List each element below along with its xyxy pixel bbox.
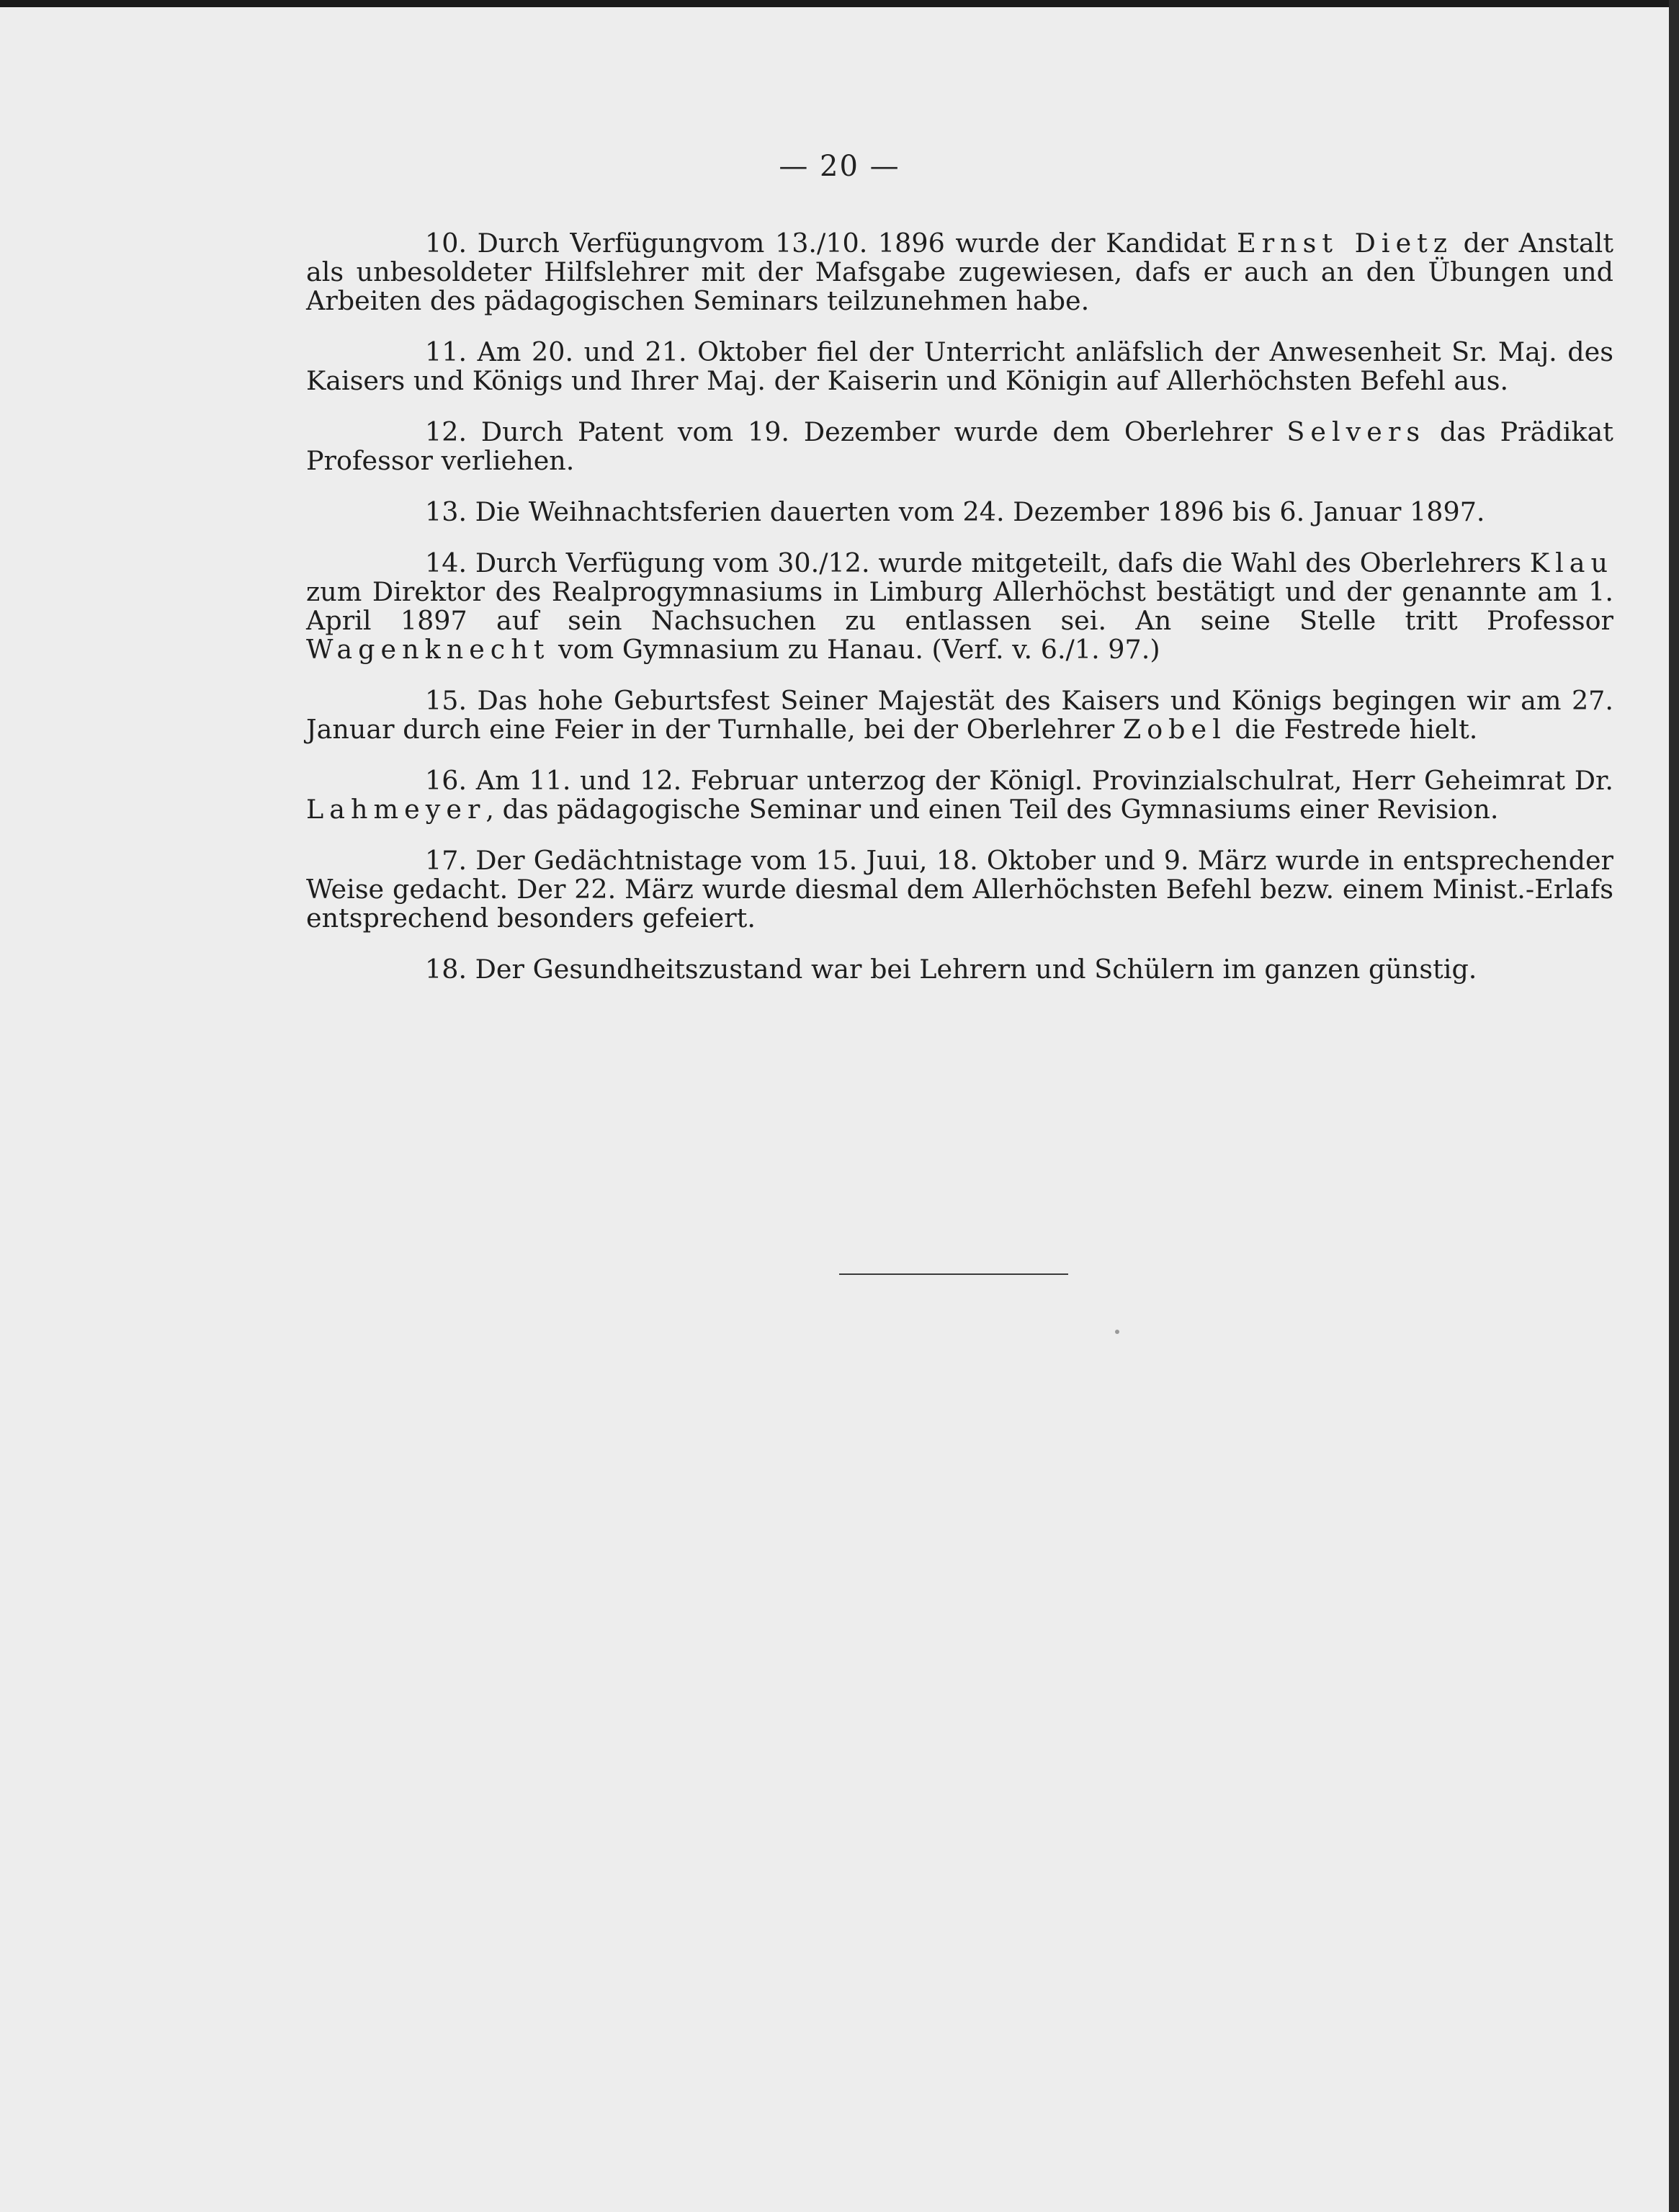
paragraph-15 bbox=[306, 686, 1613, 744]
spaced-name: Zobel bbox=[1122, 714, 1227, 745]
paragraph-number: 12. bbox=[425, 416, 467, 447]
paragraph-13 bbox=[306, 498, 1613, 527]
paragraph-text: Das hohe Geburtsfest Seiner Majestät des Kaisers und Königs begingen wir am 27. Januar durch eine Feier in der Turnhalle, bei der Oberlehrer bbox=[306, 685, 1613, 745]
spaced-name: Wagenknecht bbox=[306, 634, 550, 665]
spaced-name: Selvers bbox=[1286, 416, 1426, 447]
paragraph-text: Durch Verfügungvom 13./10. 1896 wurde der Kandidat bbox=[477, 228, 1237, 259]
paragraph-11 bbox=[306, 338, 1613, 395]
page-number: — 20 — bbox=[779, 150, 900, 183]
paragraph-text: das Prädikat Professor verliehen. bbox=[306, 416, 1613, 476]
paragraph-text: , das pädagogische Seminar und einen Teil des Gymnasiums einer Revision. bbox=[485, 794, 1499, 825]
chronicle-text bbox=[306, 229, 1613, 1006]
paragraph-number: 15. bbox=[425, 685, 467, 716]
paragraph-number: 16. bbox=[425, 765, 467, 796]
paragraph-text: Am 11. und 12. Februar unterzog der Königl. Provinzialschulrat, Herr Geheimrat Dr. bbox=[475, 765, 1614, 796]
paragraph-number: 17. bbox=[425, 845, 467, 876]
paragraph-text: Durch Patent vom 19. Dezember wurde dem Oberlehrer bbox=[480, 416, 1287, 447]
paragraph-text: vom Gymnasium zu Hanau. (Verf. v. 6./1. 97.) bbox=[550, 634, 1160, 665]
paragraph-text: Der Gedächtnistage vom 15. Juui, 18. Oktober und 9. März wurde in entsprechender Weise gedacht. Der 22. März wurde diesmal dem Allerhöchsten Befehl bezw. einem Minist.-Erlafs entsprechend besonders gefeiert. bbox=[306, 845, 1613, 933]
spaced-name: Klau bbox=[1529, 547, 1614, 578]
spaced-name: Lahmeyer bbox=[306, 794, 486, 825]
scan-top-edge bbox=[0, 0, 1679, 7]
paragraph-number: 10. bbox=[425, 228, 467, 259]
paragraph-text: der Anstalt als unbesoldeter Hilfslehrer mit der Mafsgabe zugewiesen, dafs er auch an den Übungen und Arbeiten des pädagogischen Seminars teilzunehmen habe. bbox=[306, 228, 1613, 316]
paragraph-text: Am 20. und 21. Oktober fiel der Unterricht anläfslich der Anwesenheit Sr. Maj. des Kaisers und Königs und Ihrer Maj. der Kaiserin und Königin auf Allerhöchsten Befehl aus. bbox=[306, 336, 1613, 396]
paragraph-text: Der Gesundheitszustand war bei Lehrern und Schülern im ganzen günstig. bbox=[475, 954, 1477, 985]
paragraph-18 bbox=[306, 955, 1613, 984]
paragraph-text: Durch Verfügung vom 30./12. wurde mitgeteilt, dafs die Wahl des Oberlehrers bbox=[475, 547, 1530, 578]
paragraph-16 bbox=[306, 766, 1613, 824]
paragraph-text: zum Direktor des Realprogymnasiums in Limburg Allerhöchst bestätigt und der genannte am 1. April 1897 auf sein Nachsuchen zu entlassen sei. An seine Stelle tritt Professor bbox=[306, 576, 1613, 636]
paragraph-number: 13. bbox=[425, 496, 467, 527]
paragraph-10 bbox=[306, 229, 1613, 315]
paragraph-number: 11. bbox=[425, 336, 467, 367]
paragraph-number: 18. bbox=[425, 954, 467, 985]
paragraph-text: Die Weihnachtsferien dauerten vom 24. Dezember 1896 bis 6. Januar 1897. bbox=[475, 496, 1485, 527]
paragraph-17 bbox=[306, 846, 1613, 933]
closing-rule bbox=[839, 1273, 1068, 1275]
paragraph-14 bbox=[306, 549, 1613, 664]
scan-right-edge bbox=[1669, 0, 1679, 2212]
paragraph-number: 14. bbox=[425, 547, 467, 578]
paragraph-text: die Festrede hielt. bbox=[1226, 714, 1478, 745]
paragraph-12 bbox=[306, 418, 1613, 475]
paper-speck bbox=[1115, 1330, 1119, 1334]
spaced-name: Ernst Dietz bbox=[1237, 228, 1454, 259]
